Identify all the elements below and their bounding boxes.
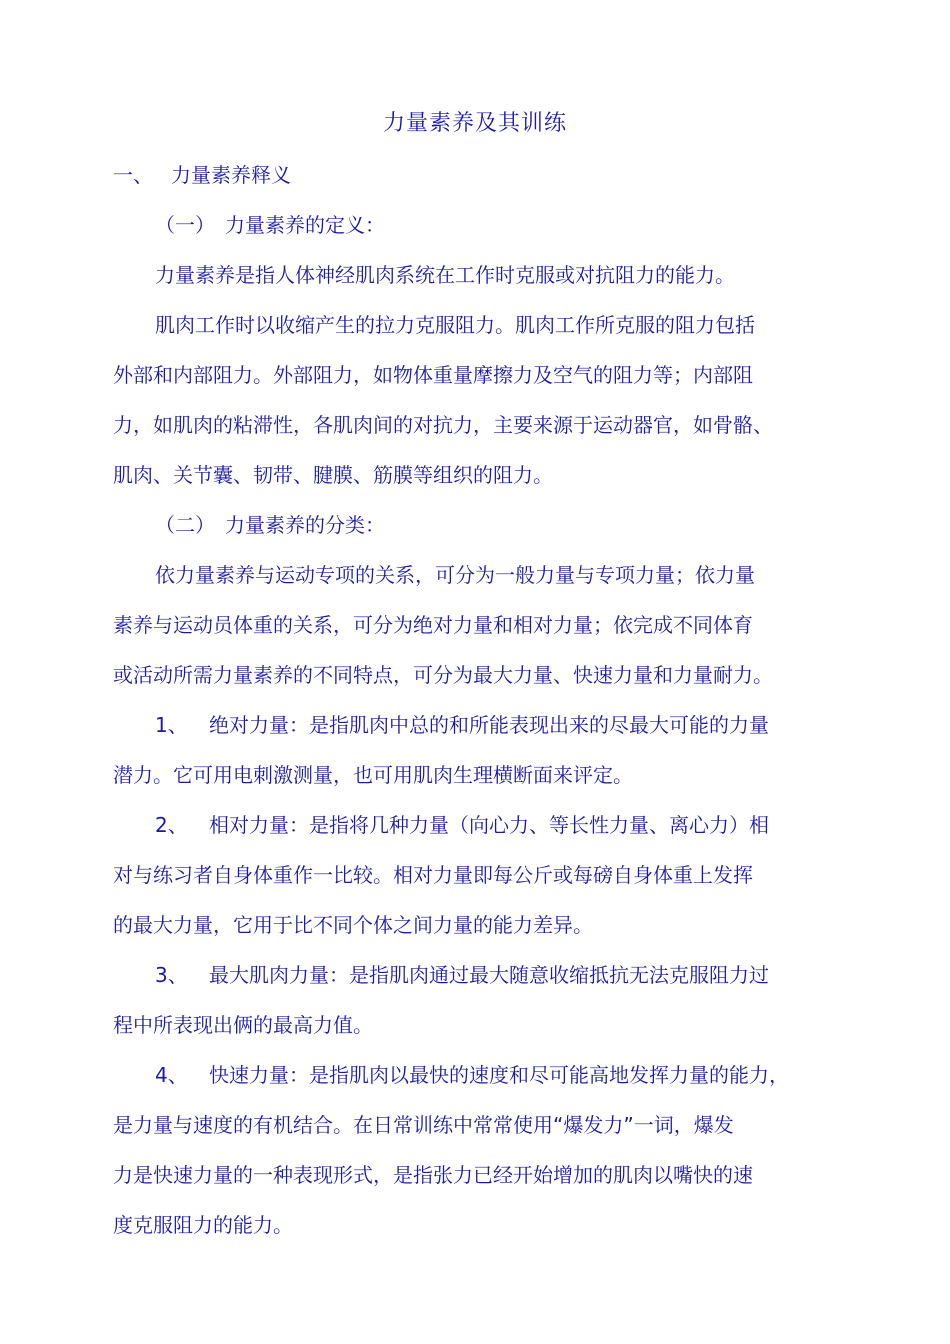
list-item-first-line — [113, 1050, 838, 1100]
paragraph-line: 依力量素养与运动专项的关系，可分为一般力量与专项力量；依力量 — [155, 563, 755, 587]
list-item-line: 潜力。它可用电刺激测量，也可用肌肉生理横断面来评定。 — [113, 763, 633, 787]
list-item-line: 是力量与速度的有机结合。在日常训练中常常使用“爆发力”一词，爆发 — [113, 1113, 734, 1137]
list-item-line: 程中所表现出俩的最高力值。 — [113, 1013, 373, 1037]
subsection-number: （一） — [155, 213, 215, 237]
list-item-text: 绝对力量：是指肌肉中总的和所能表现出来的尽最大可能的力量 — [209, 713, 769, 737]
paragraph-line: 肌肉工作时以收缩产生的拉力克服阻力。肌肉工作所克服的阻力包括 — [155, 313, 755, 337]
list-item-number: 1、 — [155, 713, 188, 737]
section-heading — [113, 150, 838, 200]
subsection-title: 力量素养的分类： — [225, 513, 385, 537]
list-item-line: 度克服阻力的能力。 — [113, 1213, 293, 1237]
subsection-heading — [113, 200, 838, 250]
list-item-number: 2、 — [155, 813, 188, 837]
list-item-number: 4、 — [155, 1063, 188, 1087]
list-item-line: 的最大力量，它用于比不同个体之间力量的能力差异。 — [113, 913, 593, 937]
list-item-first-line — [113, 950, 838, 1000]
list-item-first-line — [113, 800, 838, 850]
list-item-text: 相对力量：是指将几种力量（向心力、等长性力量、离心力）相 — [209, 813, 769, 837]
list-item-text: 最大肌肉力量：是指肌肉通过最大随意收缩抵抗无法克服阻力过 — [209, 963, 769, 987]
list-item-text: 快速力量：是指肌肉以最快的速度和尽可能高地发挥力量的能力， — [209, 1063, 789, 1087]
document-body — [113, 150, 838, 1250]
paragraph-line: 素养与运动员体重的关系，可分为绝对力量和相对力量；依完成不同体育 — [113, 613, 753, 637]
subsection-heading — [113, 500, 838, 550]
subsection-number: （二） — [155, 513, 215, 537]
list-item-number: 3、 — [155, 963, 188, 987]
document-title: 力量素养及其训练 — [382, 111, 567, 136]
paragraph-line: 或活动所需力量素养的不同特点，可分为最大力量、快速力量和力量耐力。 — [113, 663, 773, 687]
section-title: 力量素养释义 — [171, 163, 291, 187]
paragraph-line: 肌肉、关节囊、韧带、腱膜、筋膜等组织的阻力。 — [113, 463, 553, 487]
list-item-line: 力是快速力量的一种表现形式，是指张力已经开始增加的肌肉以嘴快的速 — [113, 1163, 753, 1187]
list-item-first-line — [113, 700, 838, 750]
paragraph-line: 力，如肌肉的粘滞性，各肌肉间的对抗力，主要来源于运动器官，如骨骼、 — [113, 413, 773, 437]
paragraph-line: 力量素养是指人体神经肌肉系统在工作时克服或对抗阻力的能力。 — [155, 263, 735, 287]
list-item-line: 对与练习者自身体重作一比较。相对力量即每公斤或每磅自身体重上发挥 — [113, 863, 753, 887]
section-number: 一、 — [113, 163, 153, 187]
paragraph-line: 外部和内部阻力。外部阻力，如物体重量摩擦力及空气的阻力等；内部阻 — [113, 363, 753, 387]
subsection-title: 力量素养的定义： — [225, 213, 385, 237]
